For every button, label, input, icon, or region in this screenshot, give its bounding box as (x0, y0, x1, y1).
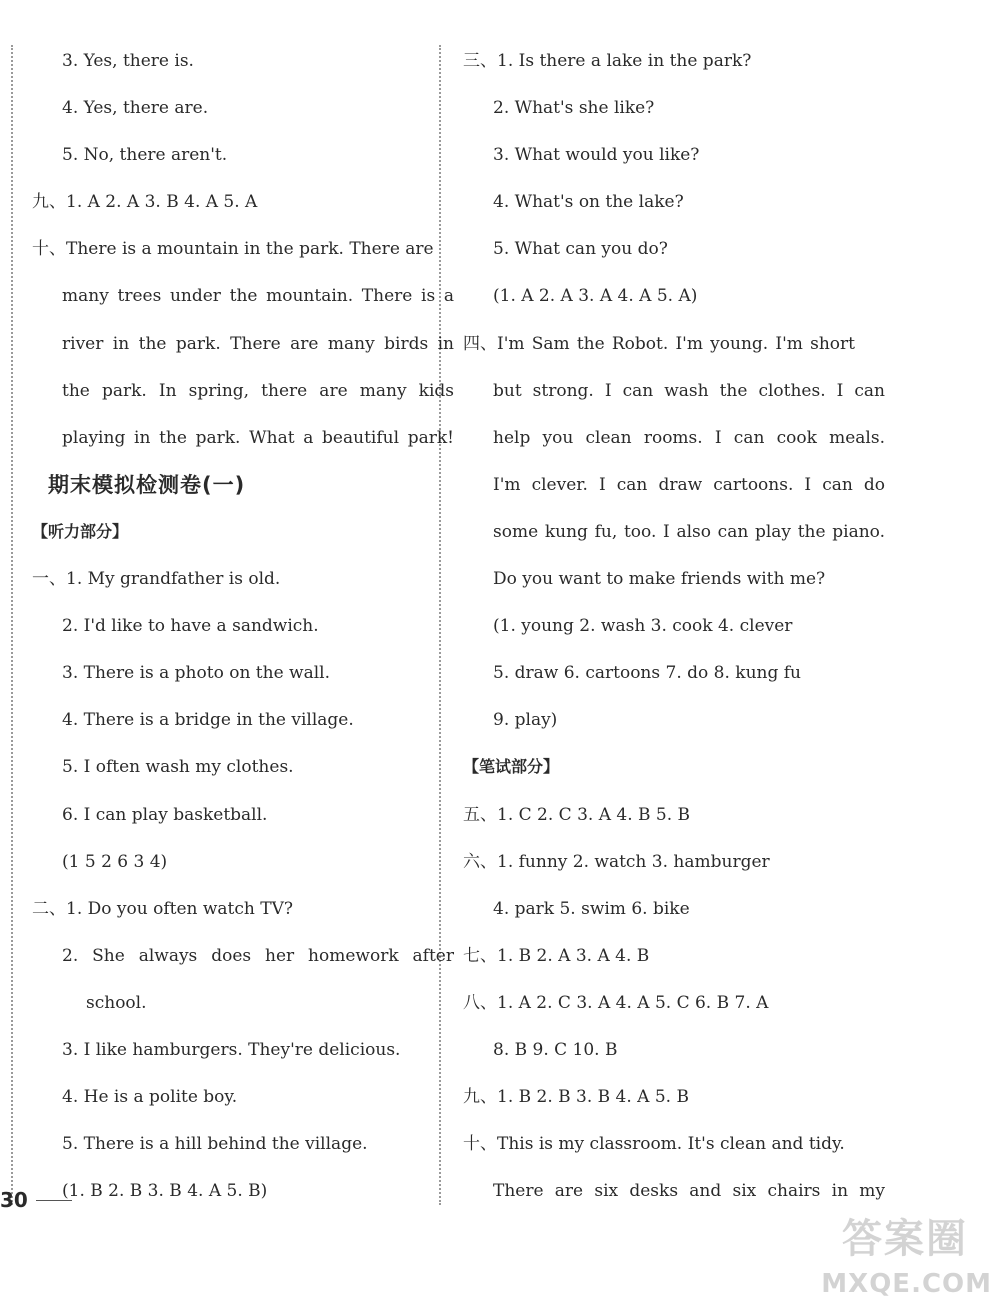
answer-text: There is a mountain in the park. There are (66, 239, 434, 260)
answer-text: 4. He is a polite boy. (62, 1087, 238, 1108)
right-answer-line (463, 799, 855, 846)
right-answer-line (463, 1081, 855, 1128)
answer-text: 2. I'd like to have a sandwich. (62, 616, 319, 637)
answer-text: 【笔试部分】 (463, 757, 560, 777)
right-answer-line (463, 704, 855, 751)
left-answer-line (32, 893, 424, 940)
answer-text: 4. Yes, there are. (62, 98, 209, 119)
right-answer-line (463, 563, 855, 610)
answer-text: I'm clever. I can draw cartoons. I can do (493, 474, 885, 495)
section-marker: 九、 (463, 1087, 497, 1108)
left-answer-line (32, 846, 424, 893)
answer-text: 1. A 2. C 3. A 4. A 5. C 6. B 7. A (497, 992, 769, 1013)
left-answer-line (32, 704, 424, 751)
answer-text: 1. B 2. A 3. A 4. B (497, 945, 650, 966)
section-marker: 一、 (32, 569, 66, 590)
watermark-logo (796, 1203, 996, 1303)
right-answer-line (463, 280, 855, 327)
answer-text: help you clean rooms. I can cook meals. (493, 427, 885, 448)
section-marker: 七、 (463, 945, 497, 966)
answer-text: (1. B 2. B 3. B 4. A 5. B) (62, 1181, 268, 1202)
answer-text: 3. Yes, there is. (62, 51, 194, 71)
answer-text: the park. In spring, there are many kids (62, 380, 454, 401)
left-answer-line (32, 328, 454, 375)
answer-text: Do you want to make friends with me? (493, 569, 826, 590)
left-answer-line (32, 516, 424, 563)
right-answer-line (463, 610, 855, 657)
answer-text: 4. There is a bridge in the village. (62, 710, 354, 731)
answer-text: (1. A 2. A 3. A 4. A 5. A) (493, 286, 698, 307)
answer-text: 9. play) (493, 710, 558, 731)
answer-text: This is my classroom. It's clean and tidy. (497, 1134, 845, 1155)
left-answer-line (32, 610, 424, 657)
answer-text: 5. No, there aren't. (62, 145, 228, 166)
right-answer-line (463, 1128, 855, 1175)
right-answer-line (463, 422, 885, 469)
answer-text: but strong. I can wash the clothes. I can (493, 380, 885, 401)
right-answer-line (463, 375, 885, 422)
right-answer-line (463, 657, 855, 704)
watermark-bottom-text: MXQE.COM (821, 1269, 992, 1299)
answer-text: (1. young 2. wash 3. cook 4. clever (493, 616, 793, 637)
answer-text: 3. I like hamburgers. They're delicious. (62, 1039, 401, 1060)
section-marker: 六、 (463, 851, 497, 872)
section-marker: 四、 (463, 333, 497, 354)
left-answer-line (32, 375, 454, 422)
right-answer-line (463, 940, 855, 987)
right-answer-line (463, 751, 855, 798)
column-divider-dotted-rule (439, 45, 441, 1205)
section-marker: 二、 (32, 898, 66, 919)
answer-text: 5. What can you do? (493, 239, 668, 260)
section-marker: 九、 (32, 192, 66, 213)
answer-text: 【听力部分】 (32, 521, 129, 541)
right-answer-line (463, 186, 855, 233)
answer-text: 4. What's on the lake? (493, 192, 684, 213)
left-answer-line (32, 280, 454, 327)
answer-text: I'm Sam the Robot. I'm young. I'm short (497, 333, 855, 354)
right-column (463, 45, 885, 1222)
right-answer-line (463, 328, 855, 375)
answer-text: 期末模拟检测卷(一) (48, 472, 246, 497)
answer-text: 1. Is there a lake in the park? (497, 51, 752, 71)
right-answer-line (463, 45, 855, 92)
left-answer-line (32, 563, 424, 610)
answer-text: 1. funny 2. watch 3. hamburger (497, 851, 770, 872)
section-marker: 五、 (463, 804, 497, 825)
answer-text: 5. I often wash my clothes. (62, 757, 294, 778)
answer-text: (1 5 2 6 3 4) (62, 851, 168, 872)
answer-text: playing in the park. What a beautiful park! (62, 427, 454, 448)
watermark-top-text: 答案圈 (842, 1216, 968, 1262)
left-answer-line (32, 657, 424, 704)
left-answer-line (32, 1175, 424, 1222)
page-number-dash (36, 1200, 72, 1201)
answer-text: 1. A 2. A 3. B 4. A 5. A (66, 192, 258, 213)
answer-text: many trees under the mountain. There is a (62, 286, 454, 307)
answer-text: 5. There is a hill behind the village. (62, 1134, 368, 1155)
answer-text: There are six desks and six chairs in my (493, 1181, 885, 1202)
answer-text: 1. C 2. C 3. A 4. B 5. B (497, 804, 691, 825)
right-answer-line (463, 987, 855, 1034)
section-marker: 十、 (32, 239, 66, 260)
answer-text: 6. I can play basketball. (62, 804, 268, 825)
right-answer-line (463, 469, 885, 516)
left-column (32, 45, 454, 1222)
right-answer-line (463, 233, 855, 280)
right-answer-line (463, 516, 885, 563)
answer-text: 8. B 9. C 10. B (493, 1039, 618, 1060)
left-answer-line (32, 799, 424, 846)
left-answer-line (32, 469, 440, 516)
left-margin-dotted-rule (11, 45, 13, 1205)
left-answer-line (32, 751, 424, 798)
left-answer-line (32, 422, 454, 469)
answer-text: 1. B 2. B 3. B 4. A 5. B (497, 1087, 689, 1108)
section-marker: 三、 (463, 51, 497, 71)
answer-text: some kung fu, too. I also can play the piano. (493, 521, 885, 542)
page-number (0, 1188, 72, 1212)
answer-text: 2. What's she like? (493, 98, 655, 119)
right-answer-line (463, 92, 855, 139)
left-answer-line (32, 1081, 424, 1128)
right-answer-line (463, 846, 855, 893)
left-answer-line (32, 1128, 424, 1175)
left-answer-line (32, 45, 424, 92)
answer-text: 3. There is a photo on the wall. (62, 663, 330, 684)
right-answer-line (463, 139, 855, 186)
page-number-text: 30 (0, 1188, 28, 1212)
answer-text: 2. She always does her homework after (62, 945, 454, 966)
section-marker: 十、 (463, 1134, 497, 1155)
answer-text: 4. park 5. swim 6. bike (493, 898, 690, 919)
left-answer-line (32, 233, 434, 280)
section-marker: 八、 (463, 992, 497, 1013)
left-answer-line (32, 92, 424, 139)
answer-text: river in the park. There are many birds in (62, 333, 454, 354)
answer-text: 3. What would you like? (493, 145, 700, 166)
left-answer-line (32, 186, 424, 233)
answer-text: school. (86, 992, 147, 1013)
answer-text: 1. My grandfather is old. (66, 569, 281, 590)
answer-text: 5. draw 6. cartoons 7. do 8. kung fu (493, 663, 802, 684)
right-answer-line (463, 1034, 855, 1081)
left-answer-line (32, 1034, 424, 1081)
left-answer-line (32, 940, 454, 987)
answer-text: 1. Do you often watch TV? (66, 898, 293, 919)
right-answer-line (463, 893, 855, 940)
left-answer-line (32, 139, 424, 186)
left-answer-line (32, 987, 424, 1034)
